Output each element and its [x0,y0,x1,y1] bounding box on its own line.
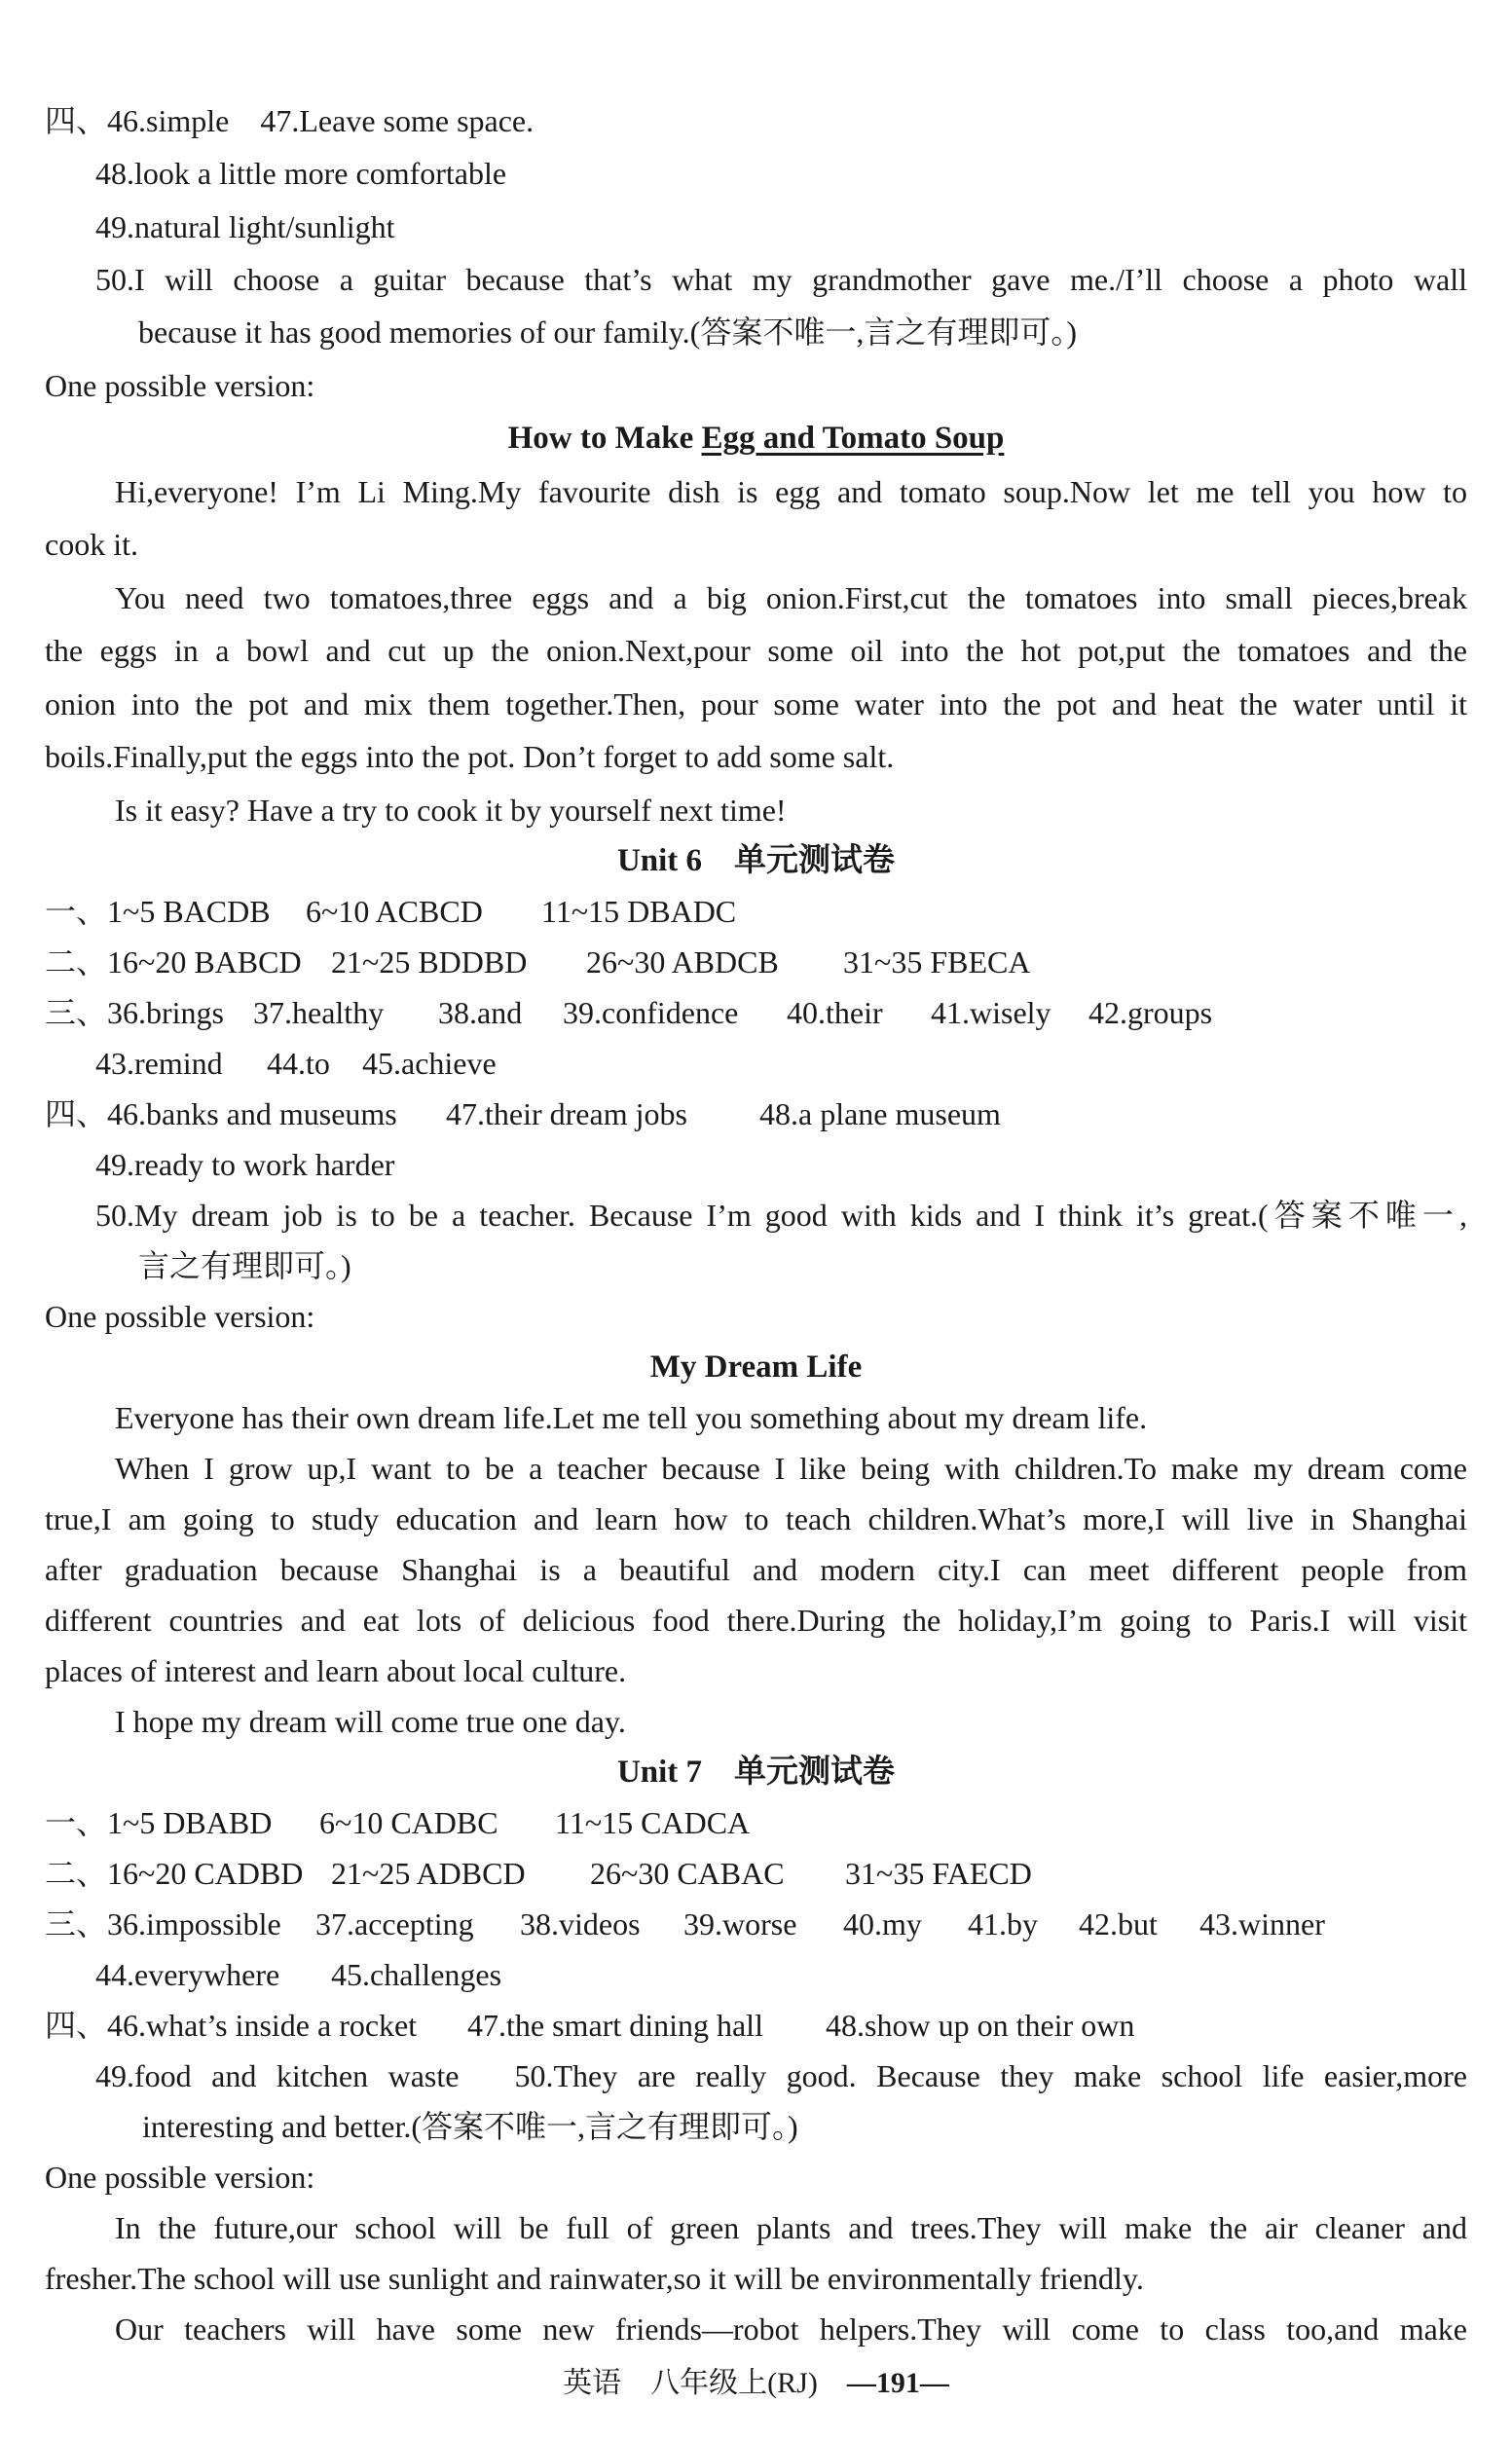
unit6-section3-line-2: 43.remind 44.to 45.achieve [95,1046,497,1081]
unit7-section1: 一、1~5 DBABD 6~10 CADBC 11~15 CADCA [45,1805,751,1840]
unit6-section3-line-1: 三、36.brings 37.healthy 38.and 39.confidence 40.their 41.wisely 42.groups [45,995,1213,1030]
unit6-q49: 49.ready to work harder [95,1147,395,1182]
possible-version-label: One possible version: [45,368,315,403]
unit6-possible-version-label: One possible version: [45,1299,315,1334]
unit6-essay-title: My Dream Life [649,1349,863,1385]
essay-p1-line-1: Hi,everyone! I’m Li Ming.My favourite dish is egg and tomato soup.Now let me tell you how to [115,474,1467,509]
essay-p3: Is it easy? Have a try to cook it by yourself next time! [115,793,787,828]
q50-line-1: 50.I will choose a guitar because that’s what my grandmother gave me./I’ll choose a photo wall [95,262,1467,297]
essay-p2-line-4: boils.Finally,put the eggs into the pot. Don’t forget to add some salt. [45,739,895,774]
unit7-heading: Unit 7 单元测试卷 [616,1755,896,1790]
unit6-section2: 二、16~20 BABCD 21~25 BDDBD 26~30 ABDCB 31~35 FBECA [45,944,1031,980]
unit6-essay-p2-line-4: different countries and eat lots of delicious food there.During the holiday,I’m going to Paris.I will visit [45,1603,1467,1638]
q46: 四、46.simple [45,103,230,138]
unit6-essay-p2-line-2: true,I am going to study education and learn how to teach children.What’s more,I will live in Shanghai [45,1501,1467,1536]
q47: 47.Leave some space. [260,103,535,138]
unit7-section4: 四、46.what’s inside a rocket 47.the smart dining hall 48.show up on their own [45,2008,1135,2043]
q48: 48.look a little more comfortable [95,156,507,191]
unit6-essay-p1: Everyone has their own dream life.Let me tell you something about my dream life. [115,1400,1148,1435]
unit7-section3-line-1: 三、36.impossible 37.accepting 38.videos 39.worse 40.my 41.by 42.but 43.winner [45,1906,1325,1941]
unit7-section2: 二、16~20 CADBD 21~25 ADBCD 26~30 CABAC 31~35 FAECD [45,1856,1032,1891]
unit7-essay-p2-line-1: Our teachers will have some new friends—robot helpers.They will come to class too,and make [115,2311,1467,2347]
page-number: —191— [846,2367,949,2399]
essay-title: How to Make Egg and Tomato Soup [507,421,1005,456]
unit7-essay-p1-line-1: In the future,our school will be full of green plants and trees.They will make the air cleaner and [115,2210,1467,2245]
unit7-possible-version-label: One possible version: [45,2160,315,2195]
essay-p2-line-2: the eggs in a bowl and cut up the onion.Next,pour some oil into the hot pot,put the tomatoes and the [45,633,1467,668]
unit7-q49-q50-line-1: 49.food and kitchen waste 50.They are really good. Because they make school life easier,more [95,2058,1467,2093]
essay-p2-line-1: You need two tomatoes,three eggs and a big onion.First,cut the tomatoes into small pieces,break [115,580,1467,615]
q49: 49.natural light/sunlight [95,209,395,244]
unit6-essay-p2-line-3: after graduation because Shanghai is a beautiful and modern city.I can meet different people from [45,1552,1467,1587]
unit6-essay-p2-line-1: When I grow up,I want to be a teacher because I like being with children.To make my dream come [115,1451,1467,1486]
unit7-q50-line-2: interesting and better.(答案不唯一,言之有理即可。) [142,2109,798,2144]
page-footer [45,2364,1467,2403]
q50-line-2: because it has good memories of our family.(答案不唯一,言之有理即可。) [138,314,1077,350]
unit6-heading: Unit 6 单元测试卷 [616,843,896,878]
unit6-section4: 四、46.banks and museums 47.their dream jobs 48.a plane museum [45,1096,1001,1131]
essay-p2-line-3: onion into the pot and mix them together.Then, pour some water into the pot and heat the water until it [45,686,1467,721]
unit6-q50-line-1: 50.My dream job is to be a teacher. Because I’m good with kids and I think it’s great.(答案不唯一, [95,1198,1467,1233]
q46-47-line [45,101,1467,140]
unit6-section1: 一、1~5 BACDB 6~10 ACBCD 11~15 DBADC [45,894,737,929]
footer-subject: 英语 八年级上(RJ) [563,2367,818,2399]
unit7-essay-p1-line-2: fresher.The school will use sunlight and rainwater,so it will be environmentally friendly. [45,2261,1144,2296]
unit6-q50-line-2: 言之有理即可。) [138,1248,351,1283]
unit6-essay-p2-line-5: places of interest and learn about local culture. [45,1653,627,1688]
essay-p1-line-2: cook it. [45,527,138,562]
unit7-section3-line-2: 44.everywhere 45.challenges [95,1957,502,1992]
unit6-essay-p3: I hope my dream will come true one day. [115,1704,626,1739]
